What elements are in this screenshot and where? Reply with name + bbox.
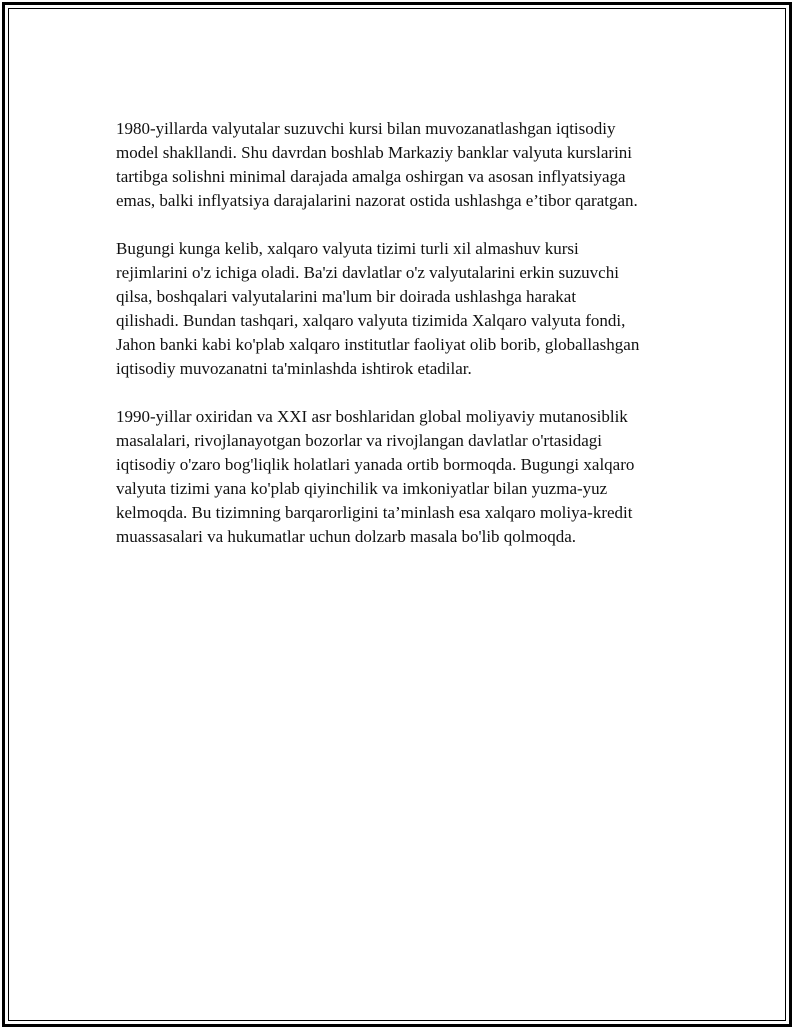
text-line: iqtisodiy muvozanatni ta'minlashda ishtirok etadilar.: [116, 359, 472, 378]
text-line: masalalari, rivojlanayotgan bozorlar va rivojlangan davlatlar o'rtasidagi: [116, 431, 602, 450]
text-line: tartibga solishni minimal darajada amalga oshirgan va asosan inflyatsiyaga: [116, 167, 626, 186]
text-line: 1990-yillar oxiridan va XXI asr boshlaridan global moliyaviy mutanosiblik: [116, 407, 628, 426]
text-line: Bugungi kunga kelib, xalqaro valyuta tizimi turli xil almashuv kursi: [116, 239, 579, 258]
text-line: valyuta tizimi yana ko'plab qiyinchilik va imkoniyatlar bilan yuzma-yuz: [116, 479, 608, 498]
paragraph-2: [116, 237, 696, 381]
text-line: qilishadi. Bundan tashqari, xalqaro valyuta tizimida Xalqaro valyuta fondi,: [116, 311, 626, 330]
text-line: model shakllandi. Shu davrdan boshlab Markaziy banklar valyuta kurslarini: [116, 143, 633, 162]
paragraph-3: [116, 405, 696, 549]
text-line: 1980-yillarda valyutalar suzuvchi kursi bilan muvozanatlashgan iqtisodiy: [116, 119, 616, 138]
text-line: emas, balki inflyatsiya darajalarini nazorat ostida ushlashga e’tibor qaratgan.: [116, 191, 638, 210]
text-line: Jahon banki kabi ko'plab xalqaro institutlar faoliyat olib borib, globallashgan: [116, 335, 640, 354]
text-line: kelmoqda. Bu tizimning barqarorligini ta’minlash esa xalqaro moliya-kredit: [116, 503, 633, 522]
document-body: [116, 117, 696, 573]
text-line: iqtisodiy o'zaro bog'liqlik holatlari yanada ortib bormoqda. Bugungi xalqaro: [116, 455, 635, 474]
text-line: muassasalari va hukumatlar uchun dolzarb masala bo'lib qolmoqda.: [116, 527, 577, 546]
paragraph-1: [116, 117, 696, 213]
text-line: rejimlarini o'z ichiga oladi. Ba'zi davlatlar o'z valyutalarini erkin suzuvchi: [116, 263, 619, 282]
text-line: qilsa, boshqalari valyutalarini ma'lum bir doirada ushlashga harakat: [116, 287, 577, 306]
